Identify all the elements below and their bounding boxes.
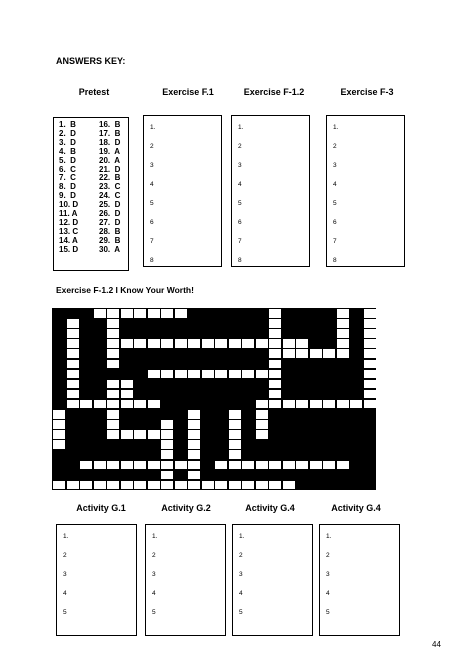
list-item: 2 [63,552,67,559]
list-item: 4 [150,181,154,188]
list-item: 8 [238,257,242,264]
pretest-answer: 10. D [59,200,79,210]
crossword-cell [134,400,146,409]
crossword-cell [107,400,119,409]
pretest-answer: 23. C [99,182,121,192]
crossword-cell [175,481,187,490]
list-item: 2 [239,552,243,559]
list-item: 2 [326,552,330,559]
pretest-answer: 30. A [99,244,121,254]
list-item: 6 [238,219,242,226]
crossword-cell [53,481,65,490]
pretest-answer: 2. D [59,128,76,138]
crossword-cell [229,461,241,470]
list-item: 3 [150,162,154,169]
crossword-cell [256,410,268,419]
pretest-answer: 24. C [99,191,121,201]
list-item: 3 [326,571,330,578]
crossword-cell [283,400,295,409]
crossword-cell [283,349,295,358]
crossword-cell [256,481,268,490]
pretest-heading: Pretest [78,87,110,97]
exercise-f3-box [326,115,405,267]
pretest-answer: 25. D [99,200,121,210]
activity-g4b-list [320,525,399,628]
list-item: 8 [333,257,337,264]
crossword-cell [269,400,281,409]
crossword-cell [53,430,65,439]
crossword-cell [107,430,119,439]
crossword-cell [188,440,200,449]
crossword-cell [242,339,254,348]
crossword-cell [161,471,173,480]
crossword-cell [107,339,119,348]
crossword-cell [188,471,200,480]
crossword-cell [121,309,133,318]
list-item: 5 [152,609,156,616]
crossword-title: Exercise F-1.2 I Know Your Worth! [56,285,194,295]
activity-g1-heading: Activity G.1 [76,503,126,513]
pretest-answer: 17. B [99,128,121,138]
crossword-cell [229,410,241,419]
pretest-answer: 8. D [59,182,76,192]
list-item: 6 [150,219,154,226]
list-item: 2 [152,552,156,559]
crossword-cell [67,339,79,348]
crossword-cell [175,309,187,318]
list-item: 1. [152,533,158,540]
pretest-answer: 12. D [59,217,79,227]
crossword-cell [67,481,79,490]
crossword-cell [175,461,187,470]
pretest-answer: 27. D [99,217,121,227]
crossword-cell [107,360,119,369]
crossword-cell [364,360,376,369]
crossword-cell [202,370,214,379]
crossword-cell [148,339,160,348]
crossword-cell [364,380,376,389]
exercise-f3-heading: Exercise F-3 [340,87,394,97]
pretest-row [59,246,128,255]
crossword-cell [134,309,146,318]
crossword-cell [310,400,322,409]
crossword-cell [283,461,295,470]
list-item: 7 [238,238,242,245]
crossword-cell [107,309,119,318]
list-item: 3 [239,571,243,578]
crossword-cell [229,370,241,379]
crossword-cell [188,339,200,348]
list-item: 1. [239,533,245,540]
crossword-cell [337,319,349,328]
crossword-cell [229,481,241,490]
crossword-cell [242,461,254,470]
list-item: 5 [63,609,67,616]
crossword-cell [269,319,281,328]
crossword-cell [323,400,335,409]
crossword-cell [229,430,241,439]
list-item: 3 [238,162,242,169]
crossword-cell [215,370,227,379]
crossword-cell [107,319,119,328]
crossword-cell [161,430,173,439]
crossword-cell [107,390,119,399]
crossword-cell [161,339,173,348]
crossword-cell [364,319,376,328]
exercise-f1-heading: Exercise F.1 [162,87,214,97]
pretest-answer: 11. A [59,209,78,219]
list-item: 5 [333,200,337,207]
pretest-answer: 5. D [59,155,76,165]
crossword-cell [53,410,65,419]
pretest-answer: 19. A [99,146,121,156]
crossword-cell [161,450,173,459]
crossword-cell [202,339,214,348]
crossword-cell [337,309,349,318]
crossword-cell [175,370,187,379]
crossword-cell [67,390,79,399]
crossword-cell [229,450,241,459]
list-item: 5 [150,200,154,207]
crossword-cell [364,349,376,358]
activity-g1-list [57,525,136,628]
list-item: 1. [326,533,332,540]
crossword-cell [67,360,79,369]
crossword-cell [256,420,268,429]
crossword-cell [269,380,281,389]
list-item: 2 [238,143,242,150]
crossword-cell [107,380,119,389]
crossword-cell [107,329,119,338]
list-item: 2 [333,143,337,150]
pretest-answer: 14. A [59,235,78,245]
crossword-cell [148,430,160,439]
crossword-cell [148,309,160,318]
list-item: 2 [150,143,154,150]
crossword-cell [337,349,349,358]
crossword-cell [269,329,281,338]
crossword-cell [80,461,92,470]
list-item: 1. [63,533,69,540]
exercise-f1-box [143,115,222,267]
list-item: 4 [333,181,337,188]
crossword-cell [337,461,349,470]
crossword-cell [269,349,281,358]
crossword-cell [175,339,187,348]
activity-g4-box [232,524,313,636]
list-item: 8 [150,257,154,264]
crossword-cell [121,400,133,409]
crossword-cell [296,400,308,409]
list-item: 4 [238,181,242,188]
crossword-cell [283,481,295,490]
pretest-answer: 9. D [59,191,76,201]
crossword-cell [188,370,200,379]
page-number: 44 [432,640,441,649]
crossword-cell [310,349,322,358]
pretest-answer-list [54,118,128,255]
crossword-cell [350,400,362,409]
crossword-cell [161,481,173,490]
pretest-answer: 26. D [99,209,121,219]
crossword-cell [161,461,173,470]
crossword-cell [121,390,133,399]
pretest-answer: 6. C [59,164,76,174]
crossword-cell [188,430,200,439]
pretest-box [53,117,129,271]
crossword-cell [121,430,133,439]
list-item: 3 [152,571,156,578]
crossword-cell [107,461,119,470]
crossword-cell [364,339,376,348]
list-item: 7 [150,238,154,245]
crossword-cell [161,370,173,379]
crossword-cell [215,339,227,348]
pretest-answer: 22. B [99,173,121,183]
crossword-cell [161,440,173,449]
crossword-cell [134,481,146,490]
list-item: 6 [333,219,337,226]
pretest-answer: 15. D [59,244,79,254]
list-item: 3 [63,571,67,578]
pretest-answer: 7. C [59,173,76,183]
crossword-cell [256,370,268,379]
crossword-cell [53,420,65,429]
pretest-answer: 28. B [99,226,121,236]
crossword-cell [94,400,106,409]
activity-g4b-heading: Activity G.4 [331,503,381,513]
crossword-cell [67,329,79,338]
crossword-cell [121,339,133,348]
crossword-cell [269,390,281,399]
crossword-cell [269,339,281,348]
crossword-cell [188,481,200,490]
activity-g4b-box [319,524,400,636]
crossword-grid [52,308,376,490]
pretest-answer: 16. B [99,120,121,129]
crossword-cell [364,309,376,318]
pretest-answer: 29. B [99,235,121,245]
crossword-cell [107,349,119,358]
crossword-cell [148,400,160,409]
crossword-cell [94,461,106,470]
crossword-cell [121,481,133,490]
list-item: 7 [333,238,337,245]
crossword-cell [94,481,106,490]
crossword-cell [337,339,349,348]
list-item: 4 [326,590,330,597]
crossword-cell [215,461,227,470]
crossword-cell [229,440,241,449]
activity-g2-heading: Activity G.2 [161,503,211,513]
crossword-cell [364,400,376,409]
crossword-cell [67,370,79,379]
crossword-cell [269,481,281,490]
pretest-answer: 4. B [59,146,76,156]
pretest-answer: 1. B [59,120,76,129]
list-item: 4 [152,590,156,597]
crossword-cell [80,481,92,490]
crossword-cell [107,420,119,429]
crossword-cell [94,309,106,318]
list-item: 5 [326,609,330,616]
list-item: 5 [238,200,242,207]
exercise-f3-list [327,116,404,267]
pretest-answer: 3. D [59,137,76,147]
pretest-answer: 13. C [59,226,79,236]
crossword-cell [215,481,227,490]
crossword-cell [67,400,79,409]
crossword-cell [188,450,200,459]
activity-g2-box [145,524,226,636]
crossword-cell [67,319,79,328]
exercise-f1-list [144,116,221,267]
crossword-cell [256,339,268,348]
crossword-cell [188,420,200,429]
list-item: 1. [238,124,244,131]
crossword-cell [242,370,254,379]
crossword-cell [107,481,119,490]
crossword-cell [269,370,281,379]
crossword-cell [364,390,376,399]
crossword-cell [337,400,349,409]
crossword-cell [229,420,241,429]
crossword-cell [256,461,268,470]
crossword-cell [242,481,254,490]
crossword-cell [148,370,160,379]
crossword-cell [134,430,146,439]
exercise-f12-heading: Exercise F-1.2 [243,87,305,97]
crossword-cell [364,329,376,338]
crossword-cell [188,410,200,419]
crossword-cell [364,370,376,379]
crossword-cell [188,461,200,470]
list-item: 5 [239,609,243,616]
pretest-answer: 18. D [99,137,121,147]
activity-g4-list [233,525,312,628]
crossword-cell [121,380,133,389]
crossword-cell [229,339,241,348]
crossword-cell [256,430,268,439]
crossword-cell [80,400,92,409]
list-item: 1. [333,124,339,131]
exercise-f12-box [231,115,310,267]
crossword-cell [161,309,173,318]
crossword-cell [53,440,65,449]
pretest-answer: 20. A [99,155,121,165]
crossword-cell [310,461,322,470]
list-item: 1. [150,124,156,131]
crossword-cell [256,400,268,409]
crossword-cell [121,461,133,470]
crossword-cell [148,461,160,470]
crossword-cell [269,461,281,470]
exercise-f12-list [232,116,309,267]
crossword-cell [296,349,308,358]
activity-g2-list [146,525,225,628]
crossword-cell [323,461,335,470]
crossword-cell [283,339,295,348]
crossword-cell [161,420,173,429]
crossword-cell [134,461,146,470]
crossword-cell [202,481,214,490]
crossword-cell [323,349,335,358]
crossword-cell [148,481,160,490]
crossword-cell [67,380,79,389]
crossword-cell [269,309,281,318]
crossword-cell [67,349,79,358]
pretest-answer: 21. D [99,164,121,174]
list-item: 4 [63,590,67,597]
list-item: 3 [333,162,337,169]
answers-key-title: ANSWERS KEY: [56,56,126,66]
crossword-cell [337,329,349,338]
activity-g1-box [56,524,137,636]
crossword-cell [134,339,146,348]
crossword-cell [269,360,281,369]
crossword-cell [296,339,308,348]
crossword-cell [296,461,308,470]
list-item: 4 [239,590,243,597]
crossword-cell [107,410,119,419]
activity-g4-heading: Activity G.4 [245,503,295,513]
